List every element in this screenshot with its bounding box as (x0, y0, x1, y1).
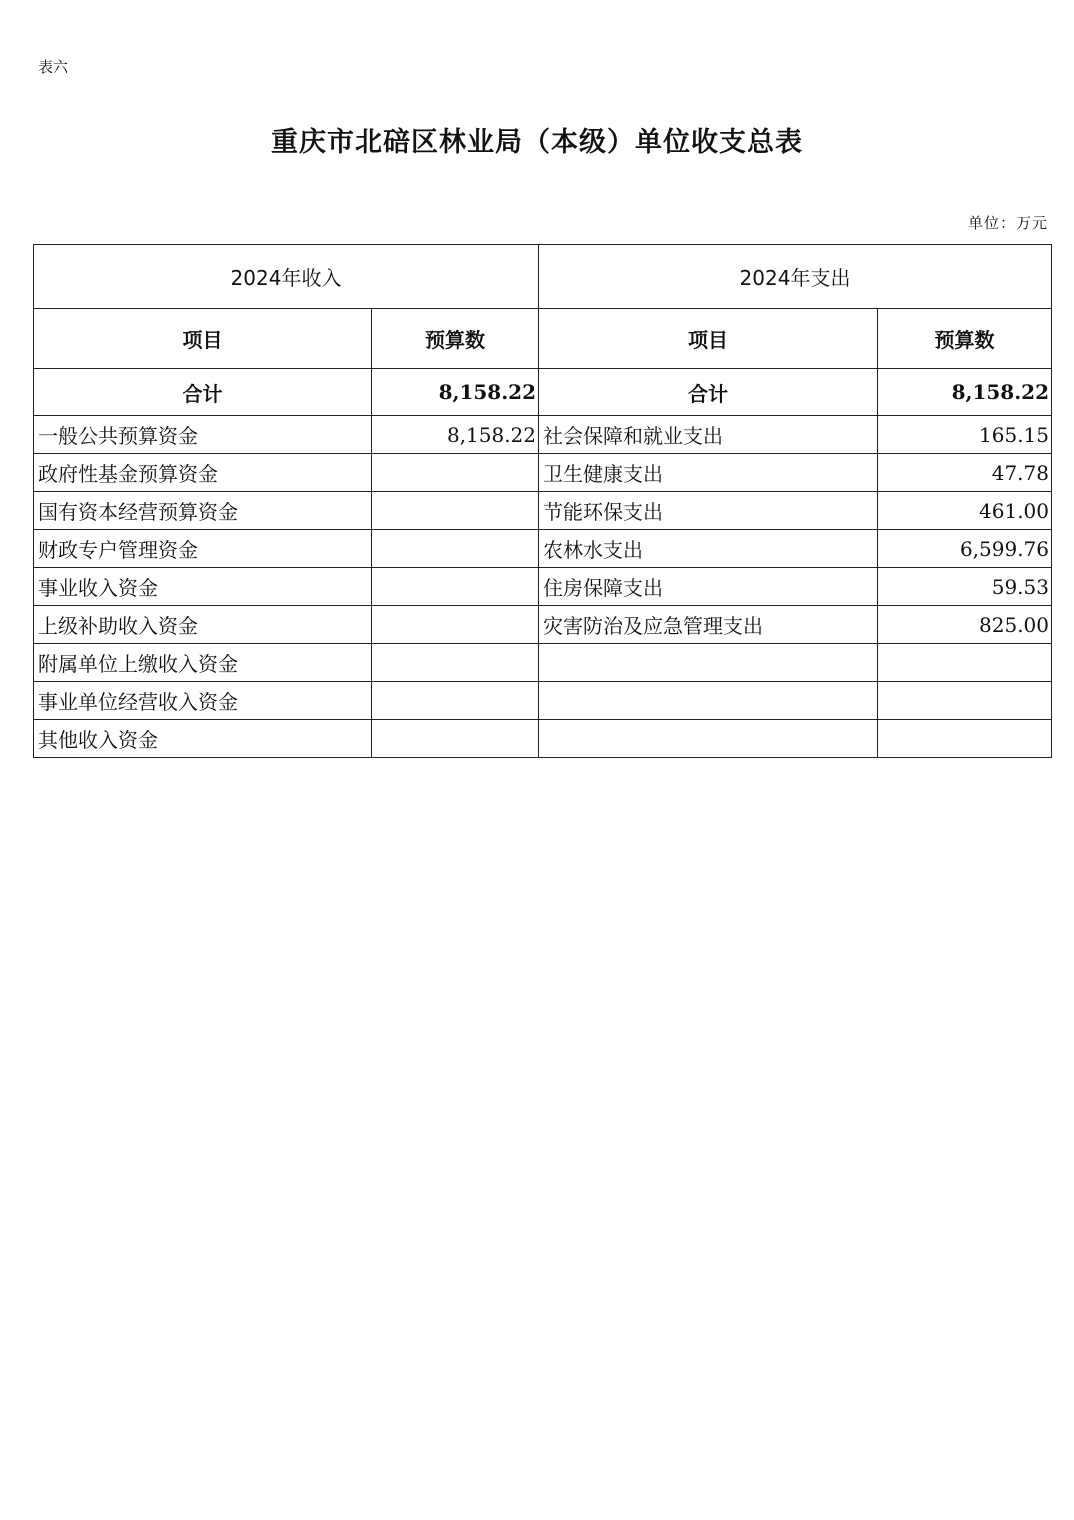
income-amount-header: 预算数 (372, 309, 539, 369)
table-row (34, 416, 1052, 454)
expense-item-cell: 住房保障支出 (539, 568, 878, 606)
expense-amount-cell: 165.15 (878, 416, 1052, 454)
income-amount-cell (372, 492, 539, 530)
table-row (34, 720, 1052, 758)
income-total-label: 合计 (34, 369, 372, 416)
expense-amount-cell: 461.00 (878, 492, 1052, 530)
table-row (34, 454, 1052, 492)
expense-item-cell: 社会保障和就业支出 (539, 416, 878, 454)
income-item-cell: 上级补助收入资金 (34, 606, 372, 644)
income-item-header: 项目 (34, 309, 372, 369)
income-item-cell: 财政专户管理资金 (34, 530, 372, 568)
income-amount-cell (372, 606, 539, 644)
expense-item-header: 项目 (539, 309, 878, 369)
expense-item-cell: 灾害防治及应急管理支出 (539, 606, 878, 644)
income-amount-cell (372, 720, 539, 758)
income-item-cell: 政府性基金预算资金 (34, 454, 372, 492)
income-item-cell: 附属单位上缴收入资金 (34, 644, 372, 682)
table-number-label: 表六 (38, 58, 69, 76)
expense-item-cell (539, 644, 878, 682)
expense-amount-cell: 6,599.76 (878, 530, 1052, 568)
expense-item-cell: 节能环保支出 (539, 492, 878, 530)
expense-amount-cell: 47.78 (878, 454, 1052, 492)
table-row (34, 644, 1052, 682)
page-title: 重庆市北碚区林业局（本级）单位收支总表 (271, 127, 803, 158)
income-item-cell: 事业收入资金 (34, 568, 372, 606)
expense-item-cell: 农林水支出 (539, 530, 878, 568)
table-row (34, 492, 1052, 530)
expense-item-cell: 卫生健康支出 (539, 454, 878, 492)
total-row (34, 369, 1052, 416)
expense-amount-header: 预算数 (878, 309, 1052, 369)
expense-amount-cell (878, 720, 1052, 758)
income-amount-cell (372, 530, 539, 568)
income-amount-cell: 8,158.22 (372, 416, 539, 454)
income-total-amount: 8,158.22 (372, 369, 539, 416)
income-section-header: 2024年收入 (34, 245, 539, 309)
expense-item-cell (539, 682, 878, 720)
income-item-cell: 事业单位经营收入资金 (34, 682, 372, 720)
expense-amount-cell (878, 644, 1052, 682)
expense-section-header: 2024年支出 (539, 245, 1052, 309)
income-amount-cell (372, 682, 539, 720)
income-amount-cell (372, 568, 539, 606)
table-row (34, 682, 1052, 720)
income-item-cell: 国有资本经营预算资金 (34, 492, 372, 530)
table-row (34, 530, 1052, 568)
income-item-cell: 其他收入资金 (34, 720, 372, 758)
expense-total-amount: 8,158.22 (878, 369, 1052, 416)
expense-total-label: 合计 (539, 369, 878, 416)
expense-amount-cell: 825.00 (878, 606, 1052, 644)
income-amount-cell (372, 644, 539, 682)
income-item-cell: 一般公共预算资金 (34, 416, 372, 454)
income-amount-cell (372, 454, 539, 492)
table-row (34, 568, 1052, 606)
expense-amount-cell (878, 682, 1052, 720)
column-header-row (34, 309, 1052, 369)
section-header-row (34, 245, 1052, 309)
unit-note: 单位：万元 (967, 214, 1048, 232)
table-row (34, 606, 1052, 644)
income-expense-summary-table (33, 244, 1052, 758)
expense-item-cell (539, 720, 878, 758)
expense-amount-cell: 59.53 (878, 568, 1052, 606)
